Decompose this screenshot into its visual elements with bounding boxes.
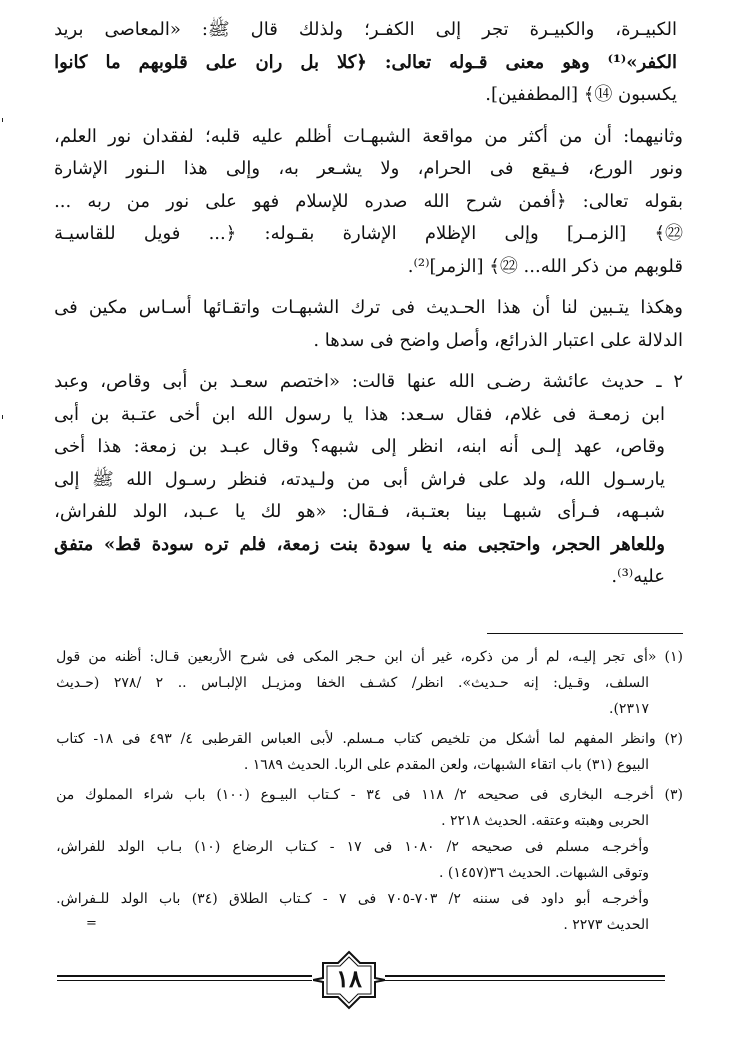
page-number-ornament [313, 950, 385, 1010]
text-line: ونور الورع، فـيقع فى الحرام، ولا يشـعر به، وإلى هذا الـنور الإشارة [54, 158, 683, 179]
text-line: وهكذا يتـبين لنا أن هذا الحـديث فى ترك الشبهـات واتقـائها أسـاس مكين فى [54, 297, 683, 318]
text-line: ٢ ـ حديث عائشة رضـى الله عنها قالت: «اختصم سعـد بن أبى وقاص، وعبد [54, 371, 683, 392]
text-line: عليه⁽³⁾. [611, 566, 665, 587]
text-line: وللعاهر الحجر، واحتجبى منه يا سودة بنت زمعة، فلم تره سودة قط» متفق [54, 533, 665, 555]
page-number: ١٨ [336, 964, 362, 993]
text-line: الدلالة على اعتبار الذرائع، وأصل واضح فى سدها . [313, 329, 683, 351]
paragraph-3 [54, 292, 683, 357]
text-line: وثانيهما: أن من أكثر من مواقعة الشبهـات أظلم عليه قلبه؛ لفقدان نور العلم، [54, 125, 683, 147]
footnote-line: السلف، وقـيل: إنه حـديث». انظر/ كشـف الخفا ومزيـل الإلبـاس .. ٢ /٢٧٨ (حـديث [56, 675, 649, 691]
continuation-mark: = [86, 916, 97, 931]
footnote-line: الحديث ٢٢٧٣ . [563, 917, 649, 933]
footnote-line: (١) «أى تجر إليـه، لم أر من ذكره، غير أن ابن حـجر المكى فى شرح الأربعين قـال: أظنه من قول [56, 649, 683, 665]
paragraph-4 [54, 366, 683, 594]
text-line: ㉒﴾ [الزمـر] وإلى الإظلام الإشارة بقـوله: ﴿... فويل للقاسيـة [54, 223, 683, 244]
footnote-line: ٢٣١٧). [609, 701, 649, 717]
footnotes [56, 644, 683, 938]
footer-rule [385, 980, 665, 981]
text-line: وقاص، عهد إلـى أنه ابنه، انظر إلى شبهه؟ وقال عبـد بن زمعة: هذا أخى [54, 436, 665, 457]
text-line: يكسبون ⑭﴾ [المطففين]. [485, 84, 677, 105]
text-line: شبـهه، فـرأى شبهـا بينا بعتـبة، فـقال: «هو لك يا عـبد، الولد للفراش، [54, 501, 665, 522]
footnote-2 [56, 726, 683, 778]
text-line: بقوله تعالى: ﴿أفمن شرح الله صدره للإسلام فهو على نور من ربه ... [54, 190, 683, 212]
footer-rule [57, 975, 312, 977]
footnote-line: وأخرجـه أبو داود فى سننه ٢/ ٧٠٣-٧٠٥ فى ٧ - كـتاب الطلاق (٣٤) باب الولد للـفراش. [56, 891, 649, 907]
text-line: الكفر»⁽¹⁾ وهو معنى قـوله تعالى: ﴿كلا بل ران على قلوبهم ما كانوا [54, 51, 677, 73]
footer-rule [57, 980, 312, 981]
footnote-line: (٢) وانظر المفهم لما أشكل من تلخيص كتاب مـسلم. لأبى العباس القرطبى ٤/ ٤٩٣ فى ١٨- كتاب [56, 731, 683, 747]
footnote-line: وتوقى الشبهات. الحديث ٣٦(١٤٥٧) . [439, 865, 649, 881]
footnote-line: الحربى وهبته وعتقه. الحديث ٢٢١٨ . [441, 813, 649, 829]
footnote-line: (٣) أخرجـه البخارى فى صحيحه ٢/ ١١٨ فى ٣٤ - كـتاب البيـوع (١٠٠) باب شراء المملوك من [56, 787, 683, 803]
margin-line [2, 118, 3, 122]
main-text [54, 14, 683, 594]
text-line: ابن زمعـة فى غلام، فقال سـعد: هذا يا رسول الله ابن أخى عتـبة بن أبى [54, 403, 665, 425]
text-line: يارسـول الله، ولد على فراش أبى من ولـيدته، فنظر رسـول الله ﷺ إلى [54, 468, 665, 490]
footnote-separator [487, 633, 683, 634]
footnote-3 [56, 782, 683, 938]
footnote-line: وأخرجـه مسلم فى صحيحه ٢/ ١٠٨٠ فى ١٧ - كـتاب الرضاع (١٠) بـاب الولد للفراش، [56, 839, 649, 855]
footer-rule [385, 975, 665, 977]
paragraph-2 [54, 121, 683, 284]
paragraph-1 [54, 14, 683, 112]
margin-line [2, 415, 3, 419]
footnote-line: البيوع (٣١) باب اتقاء الشبهات، ولعن المقدم على الربا. الحديث ١٦٨٩ . [243, 757, 649, 773]
footnote-1 [56, 644, 683, 722]
text-line: الكبيـرة، والكبيـرة تجر إلى الكفـر؛ ولذلك قال ﷺ: «المعاصى بريد [54, 19, 677, 40]
text-line: قلوبهم من ذكر الله... ㉒﴾ [الزمر]⁽²⁾. [407, 255, 683, 277]
